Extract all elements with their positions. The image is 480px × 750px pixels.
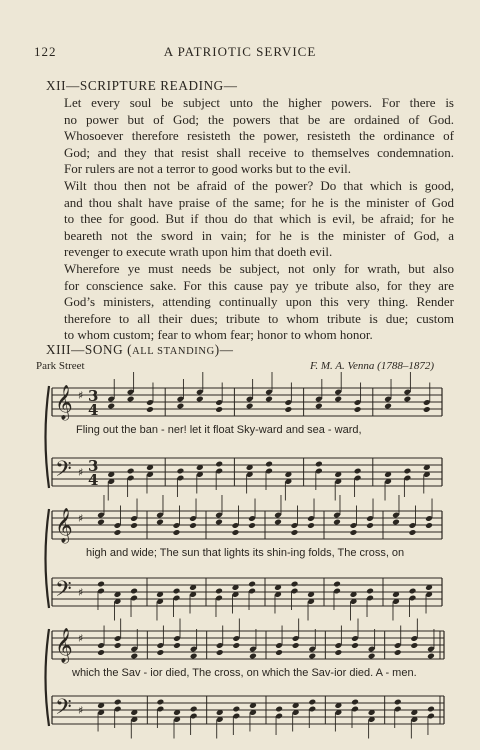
note-head — [315, 461, 323, 468]
note-head — [177, 403, 185, 410]
note-head — [173, 529, 181, 536]
note-head — [409, 529, 417, 536]
note-head — [173, 588, 181, 595]
text-line: Wherefore ye must needs be subject, not only for wrath, but also — [64, 261, 454, 276]
note-head — [315, 403, 323, 410]
note-head — [291, 581, 299, 588]
page-number: 122 — [34, 44, 57, 59]
text-line: to whom custom; fear to whom fear; honor to whom honor. — [64, 327, 373, 343]
note-head — [114, 529, 122, 536]
note-head — [425, 522, 433, 529]
sharp-key-icon: ♯ — [78, 512, 84, 525]
note-head — [130, 522, 138, 529]
note-head — [114, 642, 122, 649]
note-head — [308, 653, 316, 660]
lyric-line-2: high and wide; The sun that lights its shin-ing folds, The cross, on — [86, 547, 405, 559]
note-head — [215, 461, 223, 468]
text-line: revenger to execute wrath upon him that doeth evil. — [64, 244, 333, 260]
note-head — [215, 519, 223, 526]
note-head — [114, 699, 122, 706]
text-line: For rulers are not a terror to good works but to the evil. — [64, 161, 352, 177]
note-head — [146, 406, 154, 413]
note-head — [196, 396, 204, 403]
note-head — [427, 706, 435, 713]
bass-time-signature-top: 3 — [88, 457, 99, 475]
sharp-key-icon: ♯ — [78, 586, 84, 599]
treble-time-signature-bottom: 4 — [88, 401, 99, 419]
note-head — [97, 649, 105, 656]
note-head — [249, 653, 257, 660]
note-head — [308, 699, 316, 706]
note-head — [190, 653, 198, 660]
note-head — [275, 649, 283, 656]
song-heading-end: )— — [214, 342, 234, 357]
note-head — [354, 406, 362, 413]
note-head — [107, 403, 115, 410]
note-head — [334, 649, 342, 656]
note-head — [97, 581, 105, 588]
scripture-heading: XII—SCRIPTURE READING— — [46, 78, 238, 93]
note-head — [248, 581, 256, 588]
treble-clef-icon: 𝄞 — [55, 628, 73, 663]
treble-time-signature-top: 3 — [88, 387, 99, 405]
note-head — [274, 519, 282, 526]
note-head — [403, 468, 411, 475]
note-head — [354, 468, 362, 475]
system-brace — [46, 629, 50, 726]
note-head — [410, 642, 418, 649]
note-head — [333, 581, 341, 588]
note-head — [246, 403, 254, 410]
note-head — [248, 522, 256, 529]
note-head — [127, 468, 135, 475]
sharp-key-icon: ♯ — [78, 632, 84, 645]
note-head — [291, 529, 299, 536]
note-head — [232, 706, 240, 713]
note-head — [427, 653, 435, 660]
lyric-line-1: Fling out the ban - ner! let it float Sky-ward and sea - ward, — [76, 424, 362, 436]
text-line: no power but of God; the powers that be are ordained of God. — [64, 111, 454, 127]
note-head — [366, 522, 374, 529]
note-head — [409, 588, 417, 595]
note-head — [190, 706, 198, 713]
note-head — [351, 699, 359, 706]
note-head — [97, 519, 105, 526]
note-head — [173, 642, 181, 649]
note-head — [130, 588, 138, 595]
note-head — [394, 649, 402, 656]
note-head — [384, 403, 392, 410]
note-head — [284, 406, 292, 413]
note-head — [232, 642, 240, 649]
note-head — [351, 642, 359, 649]
system-brace — [46, 386, 50, 488]
note-head — [130, 653, 138, 660]
note-head — [189, 522, 197, 529]
note-head — [368, 653, 376, 660]
note-head — [215, 406, 223, 413]
note-head — [265, 461, 273, 468]
note-head — [156, 649, 164, 656]
treble-clef-icon: 𝄞 — [55, 385, 73, 420]
note-head — [334, 396, 342, 403]
note-head — [275, 706, 283, 713]
note-head — [177, 468, 185, 475]
note-head — [350, 529, 358, 536]
note-head — [366, 588, 374, 595]
text-line: Wilt thou then not be afraid of the power? Do that which is good, — [64, 178, 454, 193]
running-title: A PATRIOTIC SERVICE — [163, 44, 317, 59]
note-head — [394, 699, 402, 706]
text-line: and thou shalt have praise of the same; for he is the minister of God — [64, 194, 454, 210]
sharp-key-icon: ♯ — [78, 389, 84, 402]
note-head — [232, 529, 240, 536]
note-head — [265, 396, 273, 403]
text-line: beareth not the sword in vain; for he is the minister of God, a — [64, 227, 454, 243]
note-head — [215, 588, 223, 595]
bass-time-signature-bottom: 4 — [88, 471, 99, 489]
text-line: Let every soul be subject unto the higher powers. For there is — [64, 95, 454, 110]
tune-name: Park Street — [36, 360, 85, 372]
note-head — [292, 642, 300, 649]
song-heading-number: XIII—SONG ( — [46, 342, 133, 357]
bass-clef-icon: 𝄢 — [55, 695, 72, 725]
bass-clef-icon: 𝄢 — [55, 577, 72, 607]
note-head — [216, 649, 224, 656]
text-line: God’s ministers, attending continually upon this very thing. Render — [64, 294, 454, 310]
composer-credit: F. M. A. Venna (1788–1872) — [310, 360, 434, 372]
bass-clef-icon: 𝄢 — [55, 457, 72, 487]
note-head — [333, 519, 341, 526]
note-head — [403, 396, 411, 403]
text-line: for conscience sake. For this cause pay ye tribute also, for they are — [64, 277, 454, 293]
note-head — [127, 396, 135, 403]
text-line: therefore to all their dues; tribute to whom tribute is due; custom — [64, 310, 454, 326]
text-line: God; and they that resist shall receive to themselves condemnation. — [64, 144, 454, 160]
lyric-line-3: which the Sav - ior died, The cross, on which the Sav-ior died. A - men. — [72, 667, 417, 679]
note-head — [156, 699, 164, 706]
sharp-key-icon: ♯ — [78, 704, 84, 717]
system-brace — [46, 509, 50, 608]
song-heading-direction: ALL STANDING — [132, 346, 215, 357]
text-line: to thee for good. But if thou do that which is evil, be afraid; for he — [64, 211, 454, 227]
note-head — [156, 519, 164, 526]
note-head — [423, 406, 431, 413]
note-head — [392, 519, 400, 526]
sharp-key-icon: ♯ — [78, 466, 84, 479]
note-head — [307, 522, 315, 529]
treble-clef-icon: 𝄞 — [55, 508, 73, 543]
text-line: Whosoever therefore resisteth the power, resisteth the ordinance of — [64, 128, 454, 144]
